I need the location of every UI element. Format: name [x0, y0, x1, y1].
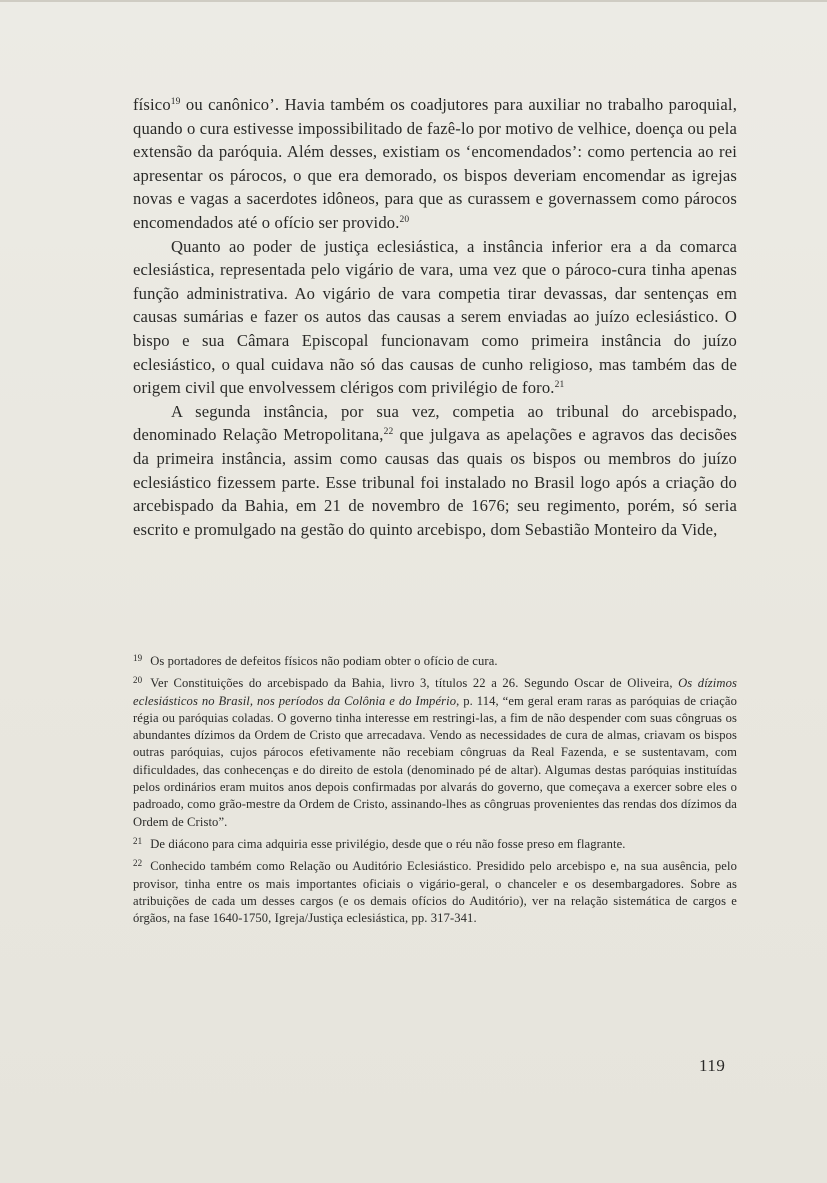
cited-work-title: Os dízimos eclesiásticos no Brasil, nos períodos da Colônia e do Império — [133, 676, 737, 708]
paragraph-2 — [133, 235, 737, 400]
footnotes — [133, 650, 737, 929]
paragraph-text: A segunda instância, por sua vez, competia ao tribunal do arcebispado, denominado Relação Metropolitana, — [133, 401, 737, 445]
paragraph-1 — [133, 93, 737, 235]
footnote-text: Conhecido também como Relação ou Auditório Eclesiástico. Presidido pelo arcebispo e, na sua ausência, pelo provisor, tinha entre os mais importantes oficiais o vigário-geral, o chanceler e os desembargadores. Sobre as atribuições de cada um desses cargos (e os demais ofícios do Auditório), ver na relação sistemática de cargos e órgãos, na fase 1640-1750, Igreja/Justiça eclesiástica, pp. 317-341. — [133, 859, 737, 926]
footnote-number: 21 — [133, 835, 143, 846]
footnote-text: Ver Constituições do arcebispado da Bahia, livro 3, títulos 22 a 26. Segundo Oscar de Oliveira, — [150, 676, 679, 691]
paragraph-text: que julgava as apelações e agravos das decisões da primeira instância, assim como causas das quais os bispos ou membros do juízo eclesiástico fizessem parte. Esse tribunal foi instalado no Brasil logo após a criação do arcebispado da Bahia, em 21 de novembro de 1676; seu regimento, porém, só seria escrito e promulgado na gestão do quinto arcebispo, dom Sebastião Monteiro da Vide, — [133, 425, 737, 539]
footnote-ref-20: 20 — [399, 214, 410, 225]
footnote-ref-21: 21 — [554, 380, 565, 391]
footnote-19 — [133, 650, 737, 670]
footnote-text: De diácono para cima adquiria esse privilégio, desde que o réu não fosse preso em flagrante. — [150, 836, 626, 851]
footnote-ref-19: 19 — [170, 97, 181, 107]
paragraph-text: Quanto ao poder de justiça eclesiástica, a instância inferior era a da comarca eclesiástica, representada pelo vigário de vara, uma vez que o pároco-cura tinha apenas função administrativa. Ao vigário de vara competia tirar devassas, dar sentenças em causas sumárias e fazer os autos das causas a serem enviadas ao juízo eclesiástico. O bispo e sua Câmara Episcopal funcionavam como primeira instância do juízo eclesiástico, o qual cuidava não só das causas de cunho religioso, mas também das de origem civil que envolvessem clérigos com privilégio de foro. — [133, 236, 737, 398]
footnote-21 — [133, 833, 737, 853]
body-text — [133, 93, 737, 541]
footnote-ref-22: 22 — [383, 427, 394, 438]
page-number: 119 — [699, 1056, 726, 1075]
paragraph-3 — [133, 400, 737, 542]
footnote-number: 20 — [133, 675, 143, 686]
footnote-number: 19 — [133, 653, 143, 663]
footnote-22 — [133, 855, 737, 927]
paragraph-text: ou canônico’. Havia também os coadjutores para auxiliar no trabalho paroquial, quando o cura estivesse impossibilitado de fazê-lo por motivo de velhice, doença ou pela extensão da paróquia. Além desses, existiam os ‘encomendados’: como pertencia ao rei apresentar os párocos, o que era demorado, os bispos deveriam encomendar as igrejas novas e vagas a sacerdotes idôneos, para que as curassem e governassem como párocos encomendados até o ofício ser provido. — [133, 95, 737, 232]
footnote-20 — [133, 672, 737, 831]
paragraph-text: físico — [133, 95, 171, 114]
footnote-text: , p. 114, “em geral eram raras as paróquias de criação régia ou paróquias coladas. O governo tinha interesse em restringi-las, a fim de não despender com suas côngruas os abundantes dízimos da Ordem de Cristo que arrecadava. Vendo as necessidades de cura de almas, criavam os bispos outras paróquias, cujos párocos efetivamente não recebiam côngruas da Real Fazenda, e se sustentavam, com dificuldades, das conhecenças e do direito de estola (denominado pé de altar). Algumas destas paróquias instituídas pelos ordinários eram muitos anos depois confirmadas por alvarás do governo, que começava a exercer sobre eles o padroado, como grão-mestre da Ordem de Cristo, assinando-lhes as côngruas provenientes das rendas dos dízimos da Ordem de Cristo”. — [133, 693, 737, 829]
top-edge — [0, 0, 827, 2]
footnote-number: 22 — [133, 858, 143, 869]
footnote-text: Os portadores de defeitos físicos não podiam obter o ofício de cura. — [150, 654, 498, 668]
